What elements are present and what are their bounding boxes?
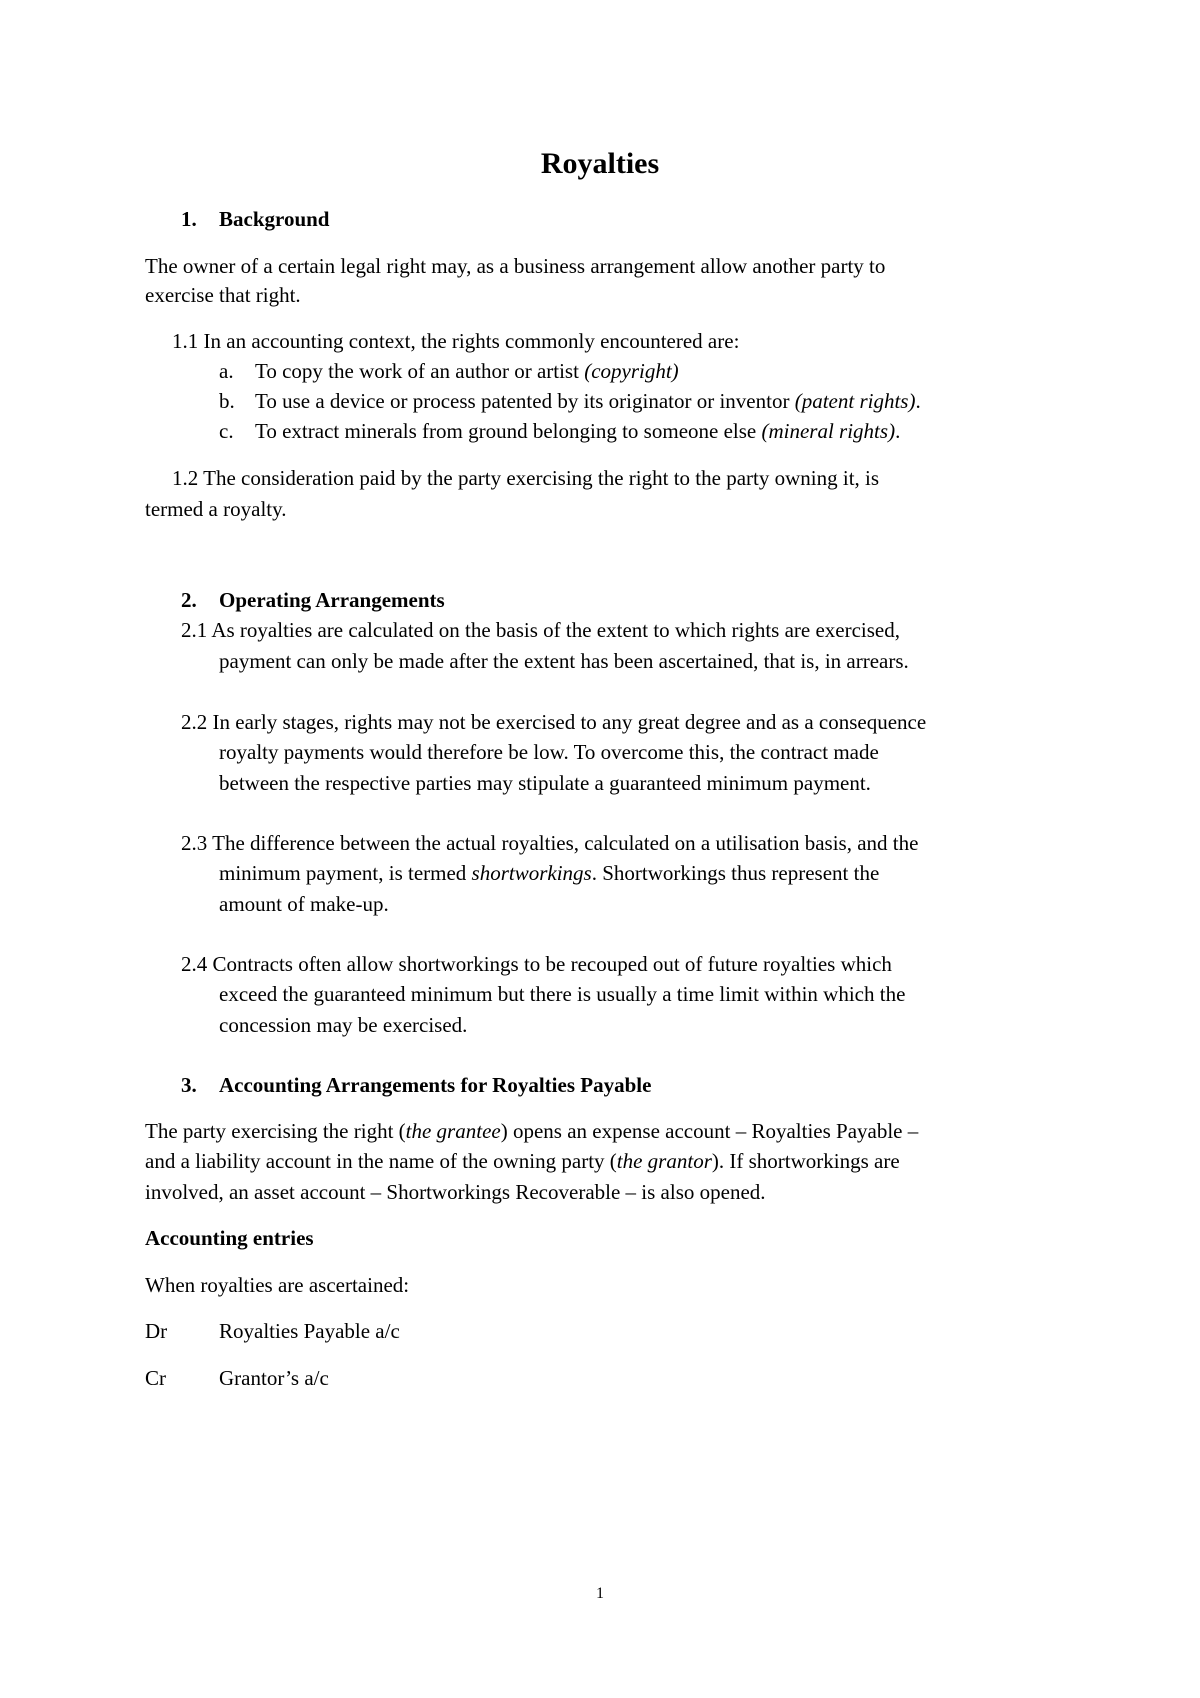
background-intro-line-1: The owner of a certain legal right may, as a business arrangement allow another party to [145,254,886,278]
section-3-title: Accounting Arrangements for Royalties Payable [219,1073,652,1097]
section-1-heading [181,204,330,234]
section-3-para-line-1 [145,1116,918,1146]
entry-account-dr: Royalties Payable a/c [219,1319,400,1343]
list-marker-a: a. [219,359,234,383]
paragraph-1-2-line-1: 1.2 The consideration paid by the party exercising the right to the party owning it, is [172,466,880,490]
list-item-c-after: . [895,419,901,443]
paragraph-1-1: 1.1 In an accounting context, the rights commonly encountered are: [172,329,740,353]
paragraph-2-3-line-1: 2.3 The difference between the actual royalties, calculated on a utilisation basis, and the [181,831,919,855]
paragraph-2-1-line-1: 2.1 As royalties are calculated on the basis of the extent to which rights are exercised, [181,618,901,642]
section-2-heading [181,585,445,615]
background-intro-line-2: exercise that right. [145,283,301,307]
document-title: Royalties [540,147,660,180]
section-3-para-line-3: involved, an asset account – Shortworkings Recoverable – is also opened. [145,1180,766,1204]
grantee-emphasis: the grantee [405,1119,501,1143]
section-2-title: Operating Arrangements [219,588,445,612]
paragraph-2-3-line-2-b: . Shortworkings thus represent the [591,861,880,885]
entry-side-cr: Cr [145,1366,166,1390]
paragraph-2-1-line-2: payment can only be made after the extent has been ascertained, that is, in arrears. [219,649,909,673]
entry-side-dr: Dr [145,1319,168,1343]
paragraph-2-3-line-3: amount of make-up. [219,892,389,916]
section-3-heading [181,1070,651,1100]
grantor-emphasis: the grantor [616,1149,712,1173]
list-item-b-text: To use a device or process patented by its originator or inventor [255,389,795,413]
list-item-c-text: To extract minerals from ground belonging to someone else [255,419,762,443]
section-3-para-line-1-a: The party exercising the right ( [145,1119,406,1143]
section-3-number: 3. [181,1073,197,1097]
section-3-para-line-2-b: ). If shortworkings are [711,1149,900,1173]
section-3-para-line-1-b: ) opens an expense account – Royalties Payable – [500,1119,919,1143]
paragraph-2-3-line-2-a: minimum payment, is termed [219,861,472,885]
page-number: 1 [596,1585,604,1602]
paragraph-2-4-line-2: exceed the guaranteed minimum but there is usually a time limit within which the [219,982,906,1006]
rights-list-item-a [219,356,679,386]
paragraph-2-3-line-2 [219,858,879,888]
entry-account-cr: Grantor’s a/c [219,1366,329,1390]
shortworkings-emphasis: shortworkings [471,861,592,885]
list-item-a-text: To copy the work of an author or artist [255,359,585,383]
section-3-para-line-2 [145,1146,900,1176]
list-item-a-emphasis: (copyright) [584,359,679,383]
paragraph-2-2-line-3: between the respective parties may stipulate a guaranteed minimum payment. [219,771,871,795]
paragraph-2-2-line-1: 2.2 In early stages, rights may not be exercised to any great degree and as a consequence [181,710,927,734]
accounting-entries-subheading: Accounting entries [145,1226,314,1250]
section-1-title: Background [219,207,330,231]
list-marker-b: b. [219,389,235,413]
list-item-b-after: . [915,389,921,413]
rights-list-item-c [219,416,900,446]
section-1-number: 1. [181,207,197,231]
paragraph-1-2-line-2: termed a royalty. [145,497,287,521]
section-3-para-line-2-a: and a liability account in the name of the owning party ( [145,1149,617,1173]
list-item-c-emphasis: (mineral rights) [761,419,896,443]
paragraph-2-2-line-2: royalty payments would therefore be low. To overcome this, the contract made [219,740,879,764]
rights-list-item-b [219,386,921,416]
section-2-number: 2. [181,588,197,612]
list-marker-c: c. [219,419,234,443]
paragraph-2-4-line-3: concession may be exercised. [219,1013,468,1037]
when-royalties-ascertained: When royalties are ascertained: [145,1273,410,1297]
list-item-b-emphasis: (patent rights) [794,389,916,413]
paragraph-2-4-line-1: 2.4 Contracts often allow shortworkings to be recouped out of future royalties which [181,952,892,976]
